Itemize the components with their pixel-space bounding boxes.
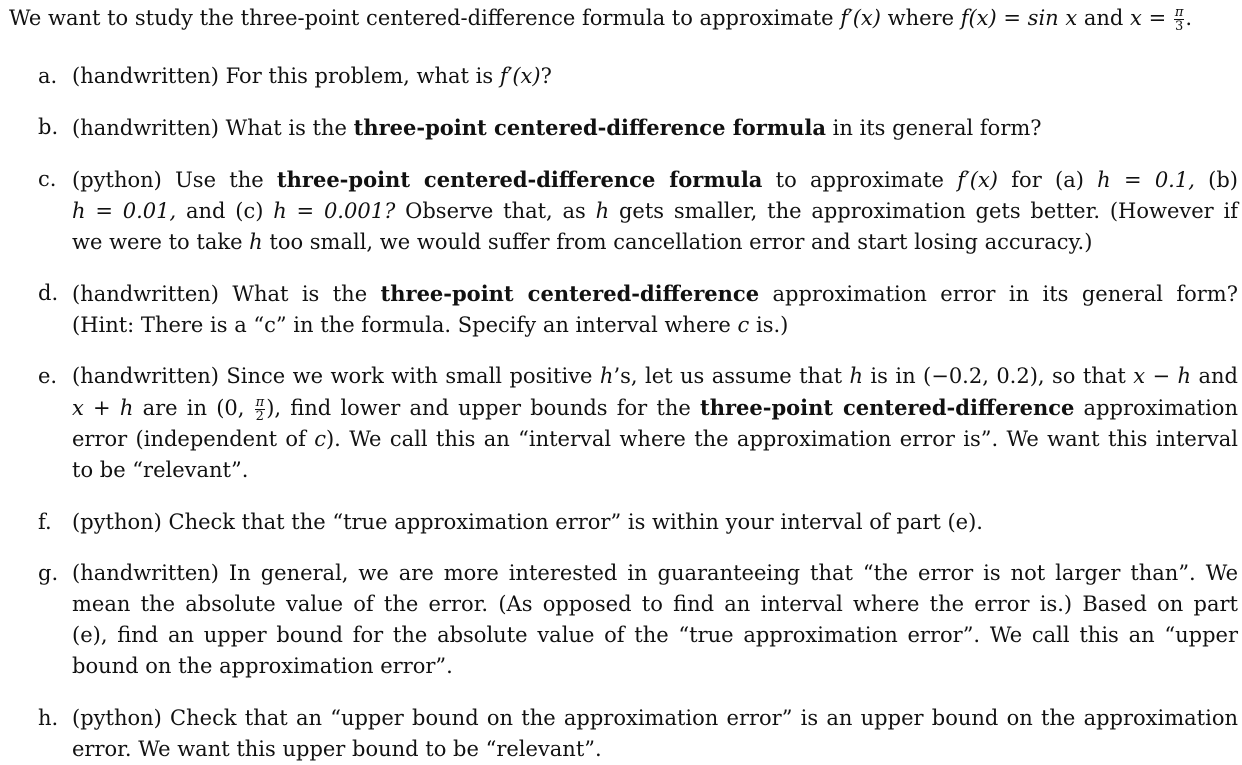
function-definition: f(x) = sin x	[960, 6, 1078, 30]
bold-term: three-point centered-difference formula	[353, 115, 826, 140]
bold-term: three-point centered-difference	[700, 395, 1075, 420]
item-text: (handwritten) In general, we are more interested in guaranteeing that “the error is not larger than”. We	[72, 561, 1238, 585]
item-text: to approximate	[762, 168, 958, 192]
item-text: are in (0,	[133, 396, 254, 420]
item-text: to be “relevant”.	[72, 458, 249, 482]
item-label: g.	[38, 561, 59, 585]
item-text: and	[1191, 364, 1238, 388]
intro-text: We want to study the three-point centered-difference formula to approximate	[9, 6, 841, 30]
bold-term: three-point centered-difference	[380, 281, 760, 306]
item-text: ), find lower and upper bounds for the	[266, 396, 701, 420]
fraction-numerator: π	[1174, 4, 1184, 20]
item-text: (Hint: There is a “c” in the formula. Specify an interval where	[72, 313, 738, 337]
math-expression: h	[599, 364, 614, 388]
item-label: e.	[38, 364, 58, 388]
item-text: (python) Check that an “upper bound on the approximation error” is an upper bound on the approximation	[72, 706, 1238, 730]
problem-intro	[9, 4, 1237, 33]
item-text: (python) Use the	[72, 168, 277, 192]
item-label: h.	[38, 706, 59, 730]
math-expression: h	[249, 230, 263, 254]
item-text: and (c)	[176, 199, 274, 223]
item-body	[72, 558, 1238, 682]
item-body	[72, 703, 1238, 765]
item-text: (handwritten) What is the	[72, 282, 381, 306]
item-body	[72, 361, 1238, 486]
item-text: (python) Check that the “true approximation error” is within your interval of part (e).	[72, 510, 983, 534]
intro-period: .	[1185, 6, 1193, 30]
math-expression: c	[314, 427, 326, 451]
item-text: (handwritten) For this problem, what is	[72, 64, 500, 88]
item-text: for (a)	[998, 168, 1098, 192]
item-text: is in (−0.2, 0.2), so that	[863, 364, 1134, 388]
bold-term: three-point centered-difference formula	[276, 167, 763, 192]
item-body	[72, 164, 1238, 258]
math-expression: x + h	[72, 396, 134, 420]
item-text: we were to take	[72, 230, 250, 254]
math-expression: h	[595, 199, 610, 223]
item-text: is.)	[749, 313, 789, 337]
item-text: approximation	[1074, 396, 1238, 420]
item-body	[72, 61, 1238, 92]
item-label: f.	[38, 510, 52, 534]
math-expression: c	[737, 313, 750, 337]
math-expression: h = 0.001?	[273, 199, 396, 223]
item-text: (b)	[1194, 168, 1238, 192]
fraction-numerator: π	[255, 394, 265, 410]
pi-over-two-fraction	[255, 396, 266, 423]
math-expression: x − h	[1133, 364, 1192, 388]
derivative-notation: f′(x)	[840, 6, 881, 30]
item-text: ?	[540, 64, 552, 88]
item-text: in its general form?	[825, 116, 1042, 140]
item-text: gets smaller, the approximation gets better. (However if	[609, 199, 1238, 223]
item-text: ’s, let us assume that	[613, 364, 850, 388]
item-text: mean the absolute value of the error. (As opposed to find an interval where the error is.) Based on part	[72, 592, 1238, 616]
item-text: error. We want this upper bound to be “relevant”.	[72, 737, 602, 761]
fraction-denominator: 3	[1174, 18, 1184, 34]
item-label: c.	[38, 167, 57, 191]
item-text: Observe that, as	[395, 199, 596, 223]
x-value: x =	[1130, 6, 1173, 30]
item-text: (e), find an upper bound for the absolute value of the “true approximation error”. We call this an “upper	[72, 623, 1238, 647]
intro-text-where: where	[880, 6, 961, 30]
item-label: a.	[38, 64, 58, 88]
item-text: bound on the approximation error”.	[72, 654, 453, 678]
item-text: error (independent of	[72, 427, 315, 451]
item-text: too small, we would suffer from cancellation error and start losing accuracy.)	[262, 230, 1093, 254]
math-expression: f′(x)	[499, 64, 541, 88]
math-expression: h = 0.01,	[72, 199, 177, 223]
item-text: (handwritten) Since we work with small positive	[72, 364, 600, 388]
item-body	[72, 112, 1238, 144]
item-text: approximation error in its general form?	[759, 282, 1238, 306]
item-label: b.	[38, 115, 59, 139]
item-text: (handwritten) What is the	[72, 116, 354, 140]
intro-text-and: and	[1077, 6, 1131, 30]
item-label: d.	[38, 281, 59, 305]
math-expression: f′(x)	[957, 168, 999, 192]
item-body	[72, 278, 1238, 341]
pi-over-three-fraction	[1174, 6, 1185, 33]
item-text: ). We call this an “interval where the approximation error is”. We want this interval	[325, 427, 1239, 451]
item-body	[72, 507, 1238, 538]
fraction-denominator: 2	[255, 408, 264, 424]
math-expression: h = 0.1,	[1097, 168, 1195, 192]
math-expression: h	[849, 364, 863, 388]
